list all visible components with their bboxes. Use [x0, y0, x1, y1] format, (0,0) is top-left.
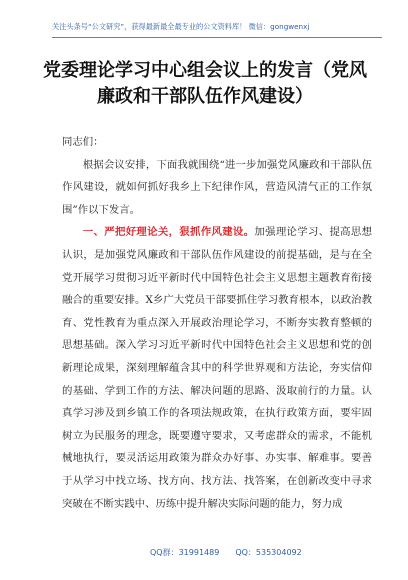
footer-qq-group: QQ群：31991489: [150, 548, 220, 557]
title-line-2: 廉政和干部队伍作风建设）: [97, 86, 313, 107]
salutation: 同志们：: [62, 136, 104, 148]
document-title: [40, 58, 370, 110]
footer-qq: QQ：535304092: [235, 548, 302, 557]
section-1-text: 加强理论学习、提高思想认识，是加强党风廉政和干部队伍作风建设的前提基础，是与在全党开展学习贯彻习近平新时代中国特色社会主义思想主题教育衔接融合的重要安排。X乡广大党员干部要抓住学习教育根本，以政治教育、党性教育为重点深入开展政治理论学习，不断夯实教育整顿的思想基础。深入学习习近平新时代中国特色社会主义思想和党的创新理论成果，深刻理解蕴含其中的科学世界观和方法论，夯实信仰的基础、学到工作的方法、解决问题的思路、汲取前行的力量。认真学习涉及到乡镇工作的各项法规政策，在执行政策方面，要牢固树立为民服务的理念，既要遵守要求，又考虑群众的需求，不能机械地执行，要灵活运用政策为群众办好事、办实事、解难事。要善于从学习中找立场、找方向、找方法、找答案，在创新改变中寻求突破在不断实践中、历练中提升解决实际问题的能力，努力成: [62, 226, 373, 510]
intro-paragraph: 根据会议安排，下面我就围绕“进一步加强党风廉政和干部队伍作风建设，就如何抓好我乡上下纪律作风，营造风清气正的工作氛围”作以下发言。: [62, 158, 372, 216]
section-1-heading: 一、严把好理论关，狠抓作风建设。: [82, 226, 255, 239]
title-line-1: 党委理论学习中心组会议上的发言（党风: [43, 60, 367, 81]
page-header-notice: 关注头条号“公文研究”，获得最新最全最专业的公文资料库！ 微信：gongwenxj: [52, 22, 310, 31]
document-body: [62, 131, 372, 515]
section-1-paragraph: [62, 221, 372, 515]
header-divider: [52, 37, 382, 38]
page-footer: [150, 547, 350, 558]
